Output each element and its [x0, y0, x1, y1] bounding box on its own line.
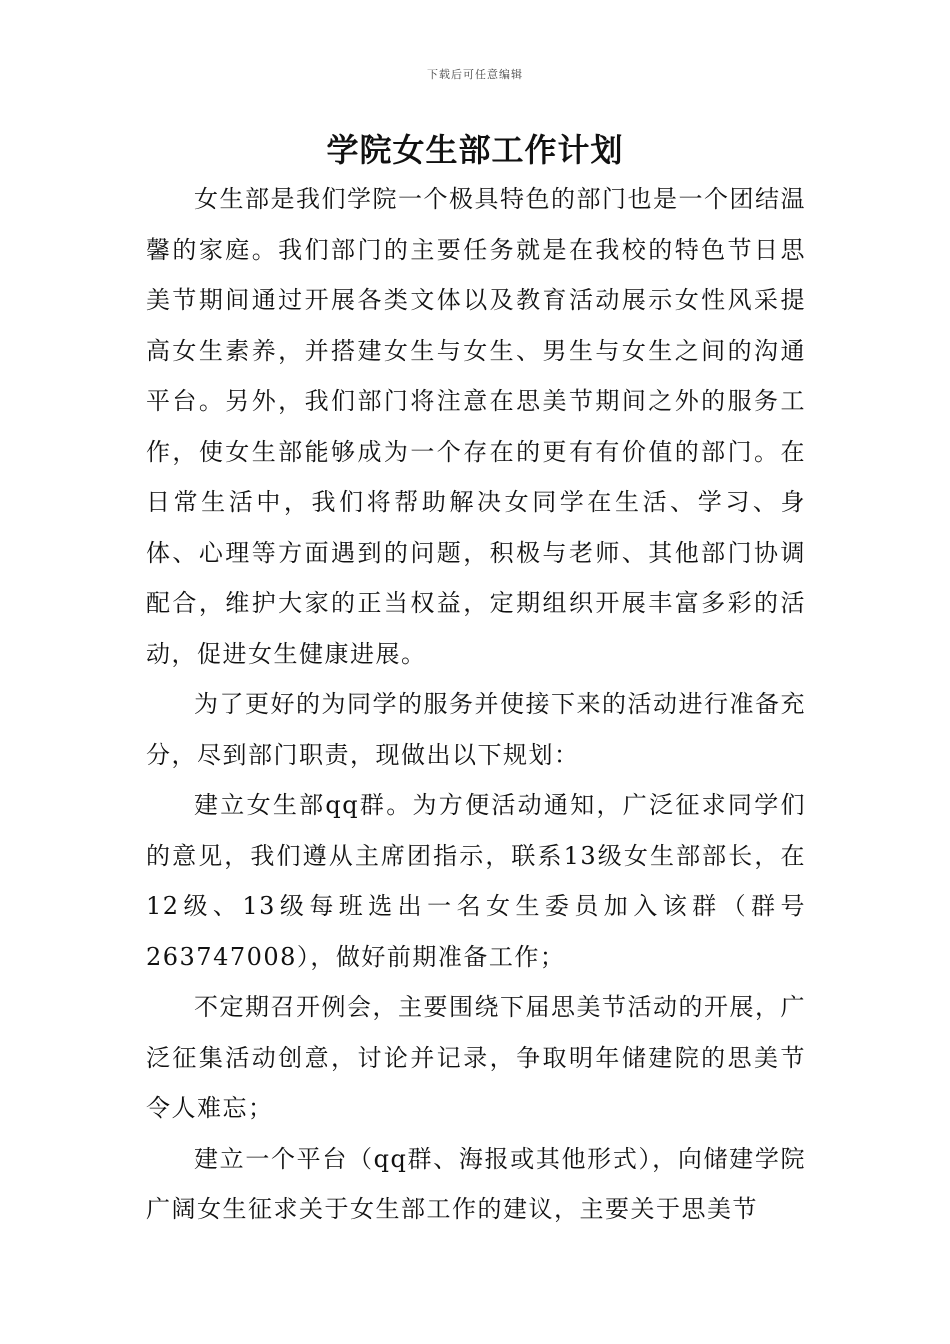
document-title: 学院女生部工作计划: [326, 131, 624, 169]
paragraph-qq-group: 建立女生部qq群。为方便活动通知，广泛征求同学们的意见，我们遵从主席团指示，联系13级女生部部长，在12级、13级每班选出一名女生委员加入该群（群号263747008），做好前期准备工作；: [146, 791, 806, 971]
paragraph-meetings: 不定期召开例会，主要围绕下届思美节活动的开展，广泛征集活动创意，讨论并记录，争取明年储建院的思美节令人难忘；: [146, 993, 806, 1122]
paragraph-intro: 女生部是我们学院一个极具特色的部门也是一个团结温馨的家庭。我们部门的主要任务就是在我校的特色节日思美节期间通过开展各类文体以及教育活动展示女性风采提高女生素养，并搭建女生与女生、男生与女生之间的沟通平台。另外，我们部门将注意在思美节期间之外的服务工作，使女生部能够成为一个存在的更有有价值的部门。在日常生活中，我们将帮助解决女同学在生活、学习、身体、心理等方面遇到的问题，积极与老师、其他部门协调配合，维护大家的正当权益，定期组织开展丰富多彩的活动，促进女生健康进展。: [146, 185, 806, 668]
paragraph-plan-lead: 为了更好的为同学的服务并使接下来的活动进行准备充分，尽到部门职责，现做出以下规划：: [146, 690, 806, 769]
document-body: [146, 174, 806, 1235]
paragraph-platform: 建立一个平台（qq群、海报或其他形式），向储建学院广阔女生征求关于女生部工作的建议，主要关于思美节: [146, 1144, 806, 1223]
header-note: 下载后可任意编辑: [427, 68, 523, 81]
